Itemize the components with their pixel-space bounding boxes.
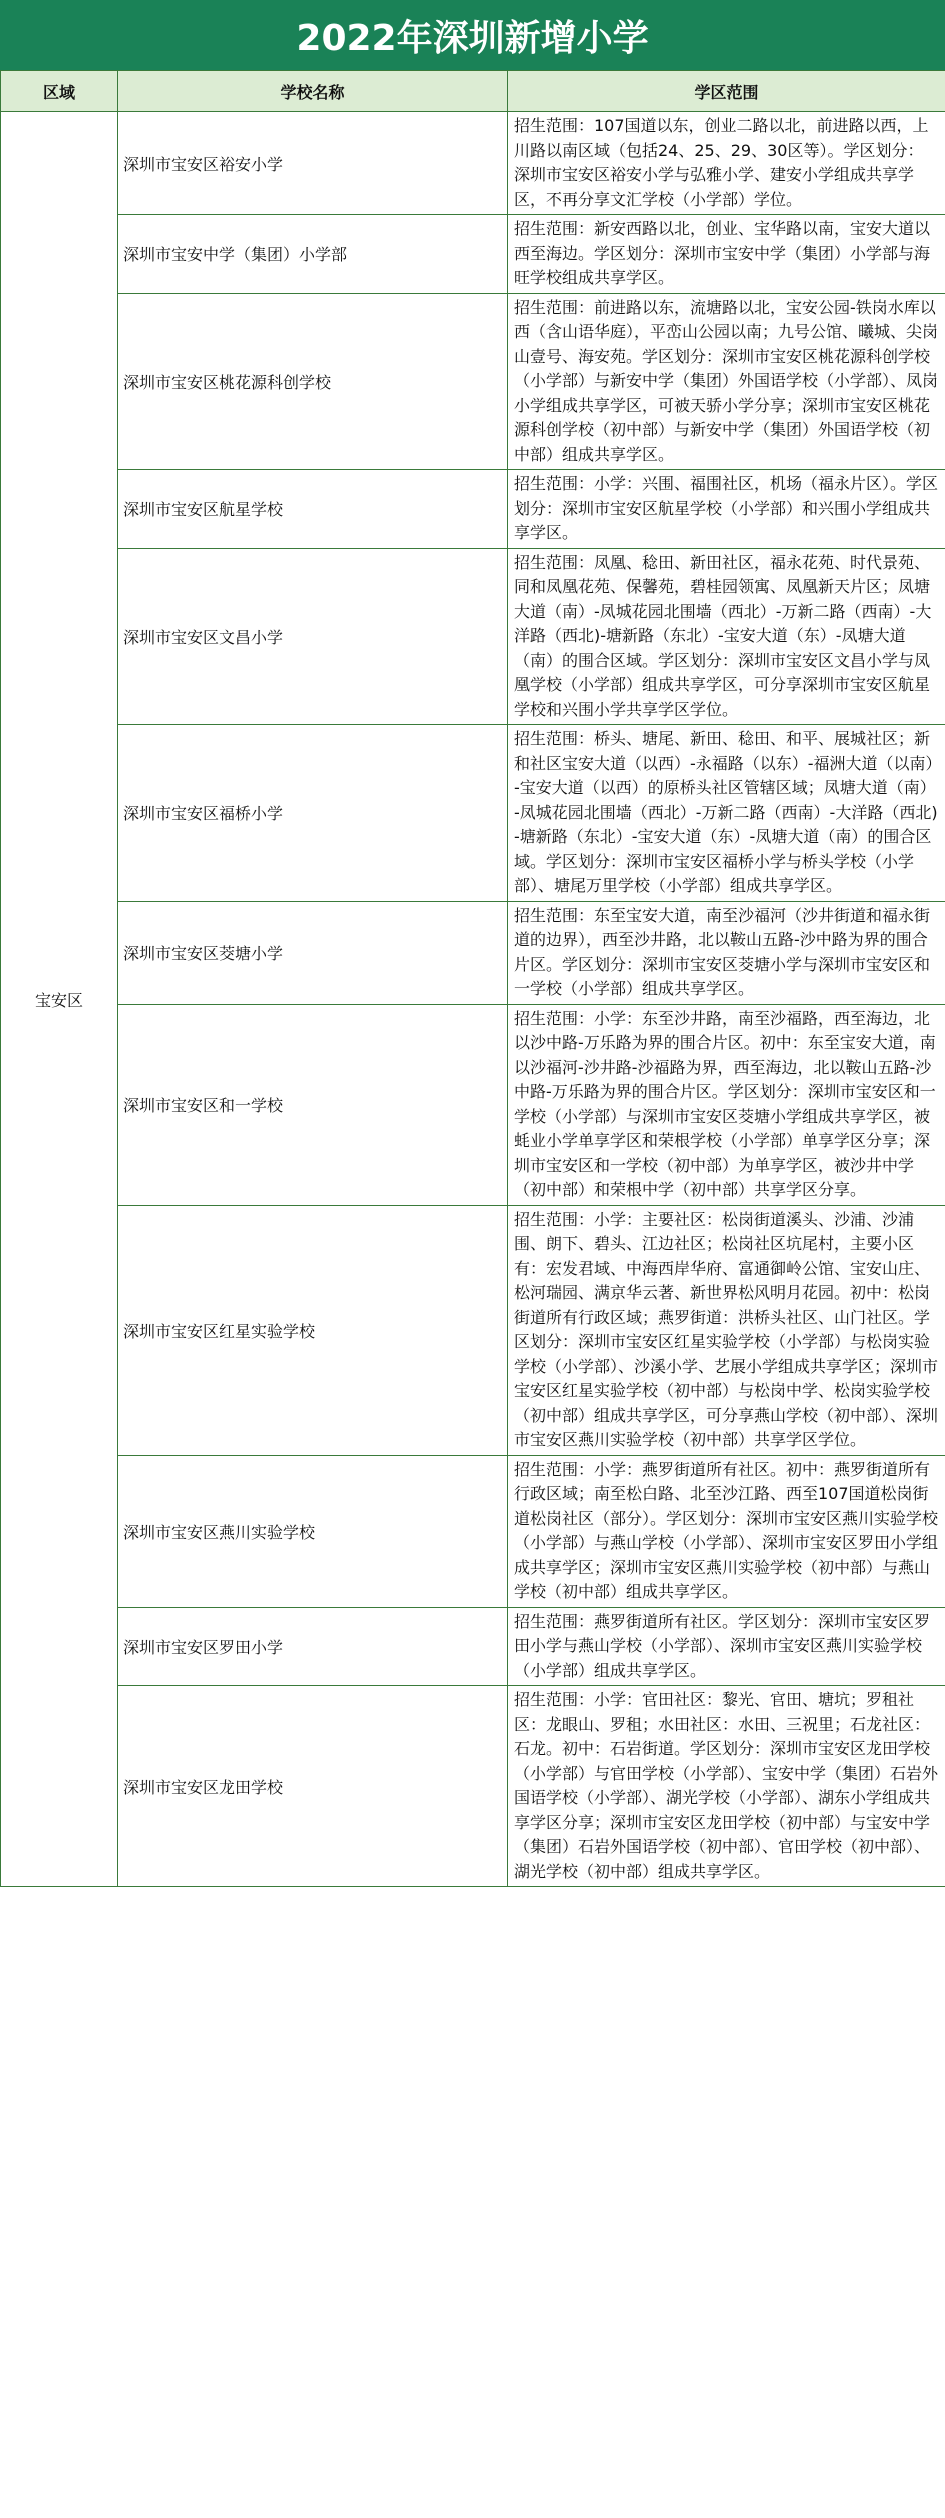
header-range: 学区范围 bbox=[508, 71, 945, 112]
school-range-cell: 招生范围：凤凰、稔田、新田社区，福永花苑、时代景苑、同和凤凰花苑、保馨苑，碧桂园领寓、凤凰新天片区；凤塘大道（南）-凤城花园北围墙（西北）-万新二路（西南）-大洋路（西北)-塘新路（东北）-宝安大道（东）-凤塘大道（南）的围合区域。学区划分：深圳市宝安区文昌小学与凤凰学校（小学部）组成共享学区，可分享深圳市宝安区航星学校和兴围小学共享学区学位。 bbox=[508, 548, 945, 725]
table-row bbox=[1, 112, 945, 215]
school-name-cell: 深圳市宝安中学（集团）小学部 bbox=[118, 215, 508, 294]
school-table bbox=[0, 70, 945, 1887]
table-row bbox=[1, 1205, 945, 1455]
school-name-cell: 深圳市宝安区和一学校 bbox=[118, 1004, 508, 1205]
school-name-cell: 深圳市宝安区燕川实验学校 bbox=[118, 1455, 508, 1607]
school-name-cell: 深圳市宝安区文昌小学 bbox=[118, 548, 508, 725]
table-row bbox=[1, 1455, 945, 1607]
table-row bbox=[1, 901, 945, 1004]
table-row bbox=[1, 1004, 945, 1205]
school-range-cell: 招生范围：桥头、塘尾、新田、稔田、和平、展城社区；新和社区宝安大道（以西）-永福路（以东）-福洲大道（以南）-宝安大道（以西）的原桥头社区管辖区域；凤塘大道（南）-凤城花园北围墙（西北）-万新二路（西南）-大洋路（西北)-塘新路（东北）-宝安大道（东）-凤塘大道（南）的围合区域。学区划分：深圳市宝安区福桥小学与桥头学校（小学部）、塘尾万里学校（小学部）组成共享学区。 bbox=[508, 725, 945, 902]
table-row bbox=[1, 1686, 945, 1887]
school-name-cell: 深圳市宝安区龙田学校 bbox=[118, 1686, 508, 1887]
page-title: 2022年深圳新增小学 bbox=[0, 0, 945, 70]
table-row bbox=[1, 293, 945, 470]
table-header-row bbox=[1, 71, 945, 112]
school-name-cell: 深圳市宝安区裕安小学 bbox=[118, 112, 508, 215]
school-range-cell: 招生范围：前进路以东，流塘路以北，宝安公园-铁岗水库以西（含山语华庭），平峦山公园以南；九号公馆、曦城、尖岗山壹号、海安苑。学区划分：深圳市宝安区桃花源科创学校（小学部）与新安中学（集团）外国语学校（小学部）、凤岗小学组成共享学区，可被天骄小学分享；深圳市宝安区桃花源科创学校（初中部）与新安中学（集团）外国语学校（初中部）组成共享学区。 bbox=[508, 293, 945, 470]
table-row bbox=[1, 470, 945, 549]
school-name-cell: 深圳市宝安区茭塘小学 bbox=[118, 901, 508, 1004]
school-range-cell: 招生范围：燕罗街道所有社区。学区划分：深圳市宝安区罗田小学与燕山学校（小学部）、深圳市宝安区燕川实验学校（小学部）组成共享学区。 bbox=[508, 1607, 945, 1686]
school-range-cell: 招生范围：小学：官田社区：黎光、官田、塘坑；罗租社区：龙眼山、罗租；水田社区：水田、三祝里；石龙社区：石龙。初中：石岩街道。学区划分：深圳市宝安区龙田学校（小学部）与官田学校（小学部）、宝安中学（集团）石岩外国语学校（小学部）、湖光学校（小学部）、湖东小学组成共享学区分享；深圳市宝安区龙田学校（初中部）与宝安中学（集团）石岩外国语学校（初中部）、官田学校（初中部）、湖光学校（初中部）组成共享学区。 bbox=[508, 1686, 945, 1887]
school-name-cell: 深圳市宝安区航星学校 bbox=[118, 470, 508, 549]
district-cell: 宝安区 bbox=[1, 112, 118, 1887]
header-school: 学校名称 bbox=[118, 71, 508, 112]
school-name-cell: 深圳市宝安区红星实验学校 bbox=[118, 1205, 508, 1455]
table-body bbox=[1, 112, 945, 1887]
school-range-cell: 招生范围：107国道以东，创业二路以北，前进路以西，上川路以南区域（包括24、25、29、30区等）。学区划分：深圳市宝安区裕安小学与弘雅小学、建安小学组成共享学区，不再分享文汇学校（小学部）学位。 bbox=[508, 112, 945, 215]
header-district: 区域 bbox=[1, 71, 118, 112]
table-row bbox=[1, 725, 945, 902]
school-name-cell: 深圳市宝安区福桥小学 bbox=[118, 725, 508, 902]
school-range-cell: 招生范围：新安西路以北，创业、宝华路以南，宝安大道以西至海边。学区划分：深圳市宝安中学（集团）小学部与海旺学校组成共享学区。 bbox=[508, 215, 945, 294]
school-range-cell: 招生范围：小学：主要社区：松岗街道溪头、沙浦、沙浦围、朗下、碧头、江边社区；松岗社区坑尾村，主要小区有：宏发君域、中海西岸华府、富通御岭公馆、宝安山庄、松河瑞园、满京华云著、新世界松风明月花园。初中：松岗街道所有行政区域；燕罗街道：洪桥头社区、山门社区。学区划分：深圳市宝安区红星实验学校（小学部）与松岗实验学校（小学部）、沙溪小学、艺展小学组成共享学区；深圳市宝安区红星实验学校（初中部）与松岗中学、松岗实验学校（初中部）组成共享学区，可分享燕山学校（初中部）、深圳市宝安区燕川实验学校（初中部）共享学区学位。 bbox=[508, 1205, 945, 1455]
school-name-cell: 深圳市宝安区罗田小学 bbox=[118, 1607, 508, 1686]
school-name-cell: 深圳市宝安区桃花源科创学校 bbox=[118, 293, 508, 470]
table-row bbox=[1, 548, 945, 725]
school-range-cell: 招生范围：东至宝安大道，南至沙福河（沙井街道和福永街道的边界），西至沙井路，北以鞍山五路-沙中路为界的围合片区。学区划分：深圳市宝安区茭塘小学与深圳市宝安区和一学校（小学部）组成共享学区。 bbox=[508, 901, 945, 1004]
table-row bbox=[1, 215, 945, 294]
table-row bbox=[1, 1607, 945, 1686]
school-range-cell: 招生范围：小学：东至沙井路，南至沙福路，西至海边，北以沙中路-万乐路为界的围合片区。初中：东至宝安大道，南以沙福河-沙井路-沙福路为界，西至海边，北以鞍山五路-沙中路-万乐路为界的围合片区。学区划分：深圳市宝安区和一学校（小学部）与深圳市宝安区茭塘小学组成共享学区，被蚝业小学单享学区和荣根学校（小学部）单享学区分享；深圳市宝安区和一学校（初中部）为单享学区，被沙井中学（初中部）和荣根中学（初中部）共享学区分享。 bbox=[508, 1004, 945, 1205]
school-range-cell: 招生范围：小学：兴围、福围社区，机场（福永片区）。学区划分：深圳市宝安区航星学校（小学部）和兴围小学组成共享学区。 bbox=[508, 470, 945, 549]
school-range-cell: 招生范围：小学：燕罗街道所有社区。初中：燕罗街道所有行政区域；南至松白路、北至沙江路、西至107国道松岗街道松岗社区（部分）。学区划分：深圳市宝安区燕川实验学校（小学部）与燕山学校（小学部）、深圳市宝安区罗田小学组成共享学区；深圳市宝安区燕川实验学校（初中部）与燕山学校（初中部）组成共享学区。 bbox=[508, 1455, 945, 1607]
